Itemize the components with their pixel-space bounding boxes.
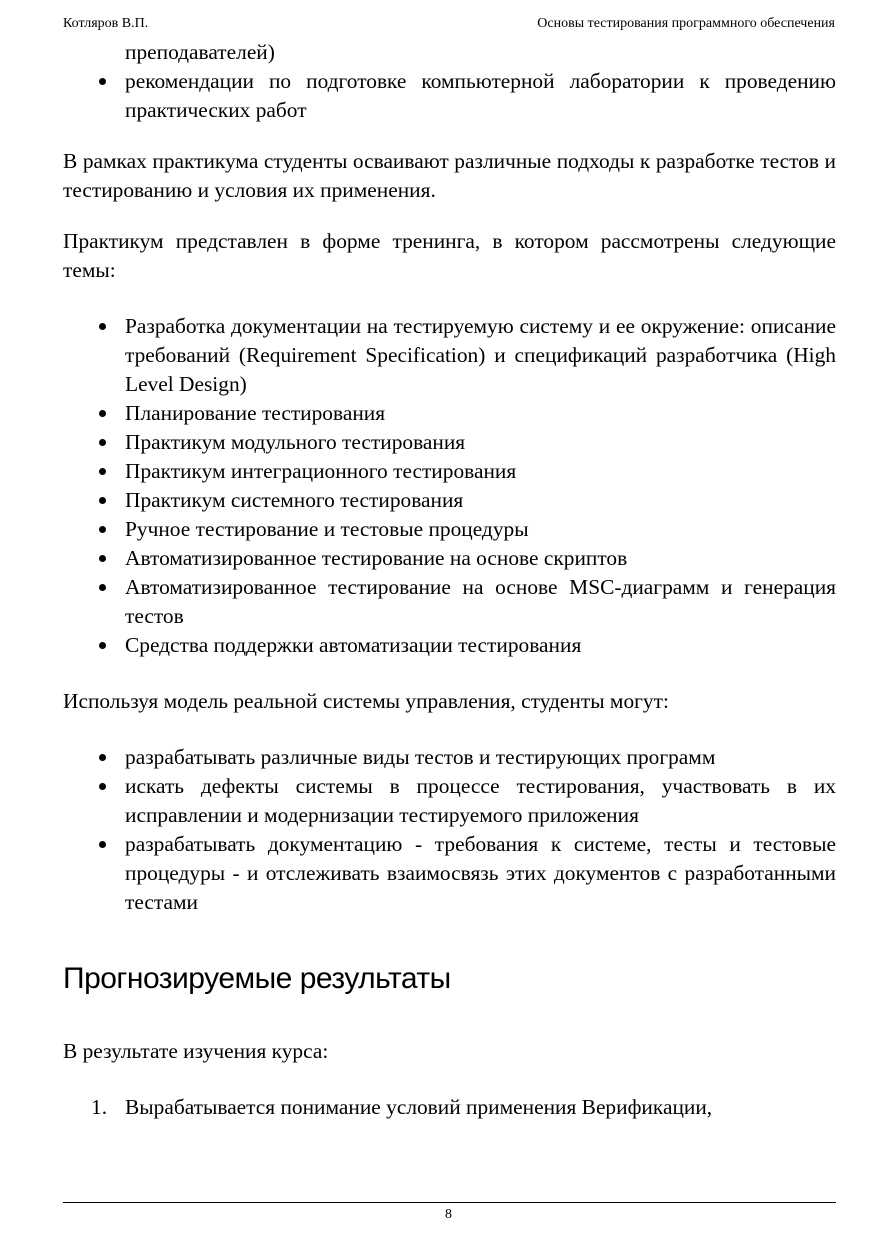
list-item-text: Планирование тестирования — [125, 401, 386, 425]
bullet-icon — [99, 642, 106, 649]
section-title: Прогнозируемые результаты — [63, 962, 451, 995]
list-item — [63, 772, 836, 830]
list-item — [63, 544, 836, 573]
list-item — [63, 631, 836, 660]
list-item-text: искать дефекты системы в процессе тестирования, участвовать в их исправлении и модернизации тестируемого приложения — [125, 774, 836, 827]
paragraph-practicum-intro: В рамках практикума студенты осваивают различные подходы к разработке тестов и тестированию и условия их применения. — [63, 149, 836, 202]
list-item — [63, 399, 836, 428]
list-number: 1. — [91, 1095, 108, 1119]
footer-divider — [63, 1202, 836, 1203]
bullet-icon — [99, 555, 106, 562]
bullet-icon — [99, 78, 106, 85]
bullet-icon — [99, 468, 106, 475]
paragraph-training-topics: Практикум представлен в форме тренинга, в котором рассмотрены следующие темы: — [63, 229, 836, 282]
list-item-text: Ручное тестирование и тестовые процедуры — [125, 517, 529, 541]
list-item-text: Практикум системного тестирования — [125, 488, 464, 512]
list-item-text: разрабатывать различные виды тестов и тестирующих программ — [125, 745, 716, 769]
bullet-icon — [99, 497, 106, 504]
bullet-icon — [99, 841, 106, 848]
list-item-continuation: преподавателей) — [125, 40, 275, 64]
bullet-icon — [99, 526, 106, 533]
list-item-text: Вырабатывается понимание условий применения Верификации, — [125, 1095, 713, 1119]
list-item — [63, 67, 836, 125]
bullet-icon — [99, 754, 106, 761]
list-item-text: Разработка документации на тестируемую систему и ее окружение: описание требований (Requirement Specification) и спецификаций разработчика (High Level Design) — [125, 314, 836, 396]
top-bullet-list — [63, 67, 836, 125]
page-number: 8 — [445, 1207, 452, 1222]
abilities-bullet-list — [63, 743, 836, 917]
results-numbered-list — [63, 1093, 836, 1122]
list-item — [63, 743, 836, 772]
list-item-text: Средства поддержки автоматизации тестирования — [125, 633, 582, 657]
bullet-icon — [99, 584, 106, 591]
header-course-title: Основы тестирования программного обеспечения — [537, 16, 835, 31]
list-item-text: Автоматизированное тестирование на основе MSC-диаграмм и генерация тестов — [125, 575, 836, 628]
header-author: Котляров В.П. — [63, 16, 149, 31]
bullet-icon — [99, 439, 106, 446]
list-item-text: разрабатывать документацию - требования к системе, тесты и тестовые процедуры - и отслеживать взаимосвязь этих документов с разработанными тестами — [125, 832, 836, 914]
list-item-text: рекомендации по подготовке компьютерной лаборатории к проведению практических работ — [125, 69, 836, 122]
topics-bullet-list — [63, 312, 836, 660]
list-item — [63, 457, 836, 486]
list-item — [63, 573, 836, 631]
list-item-text: Автоматизированное тестирование на основе скриптов — [125, 546, 628, 570]
list-item-text: Практикум интеграционного тестирования — [125, 459, 517, 483]
list-item — [63, 1093, 836, 1122]
list-item — [63, 830, 836, 917]
page-content — [63, 38, 836, 1122]
list-item — [63, 515, 836, 544]
list-item — [63, 486, 836, 515]
bullet-icon — [99, 410, 106, 417]
bullet-icon — [99, 323, 106, 330]
list-item — [63, 312, 836, 399]
bullet-icon — [99, 783, 106, 790]
paragraph-students-can: Используя модель реальной системы управления, студенты могут: — [63, 689, 669, 713]
paragraph-course-results: В результате изучения курса: — [63, 1039, 329, 1063]
list-item — [63, 428, 836, 457]
list-item-text: Практикум модульного тестирования — [125, 430, 466, 454]
